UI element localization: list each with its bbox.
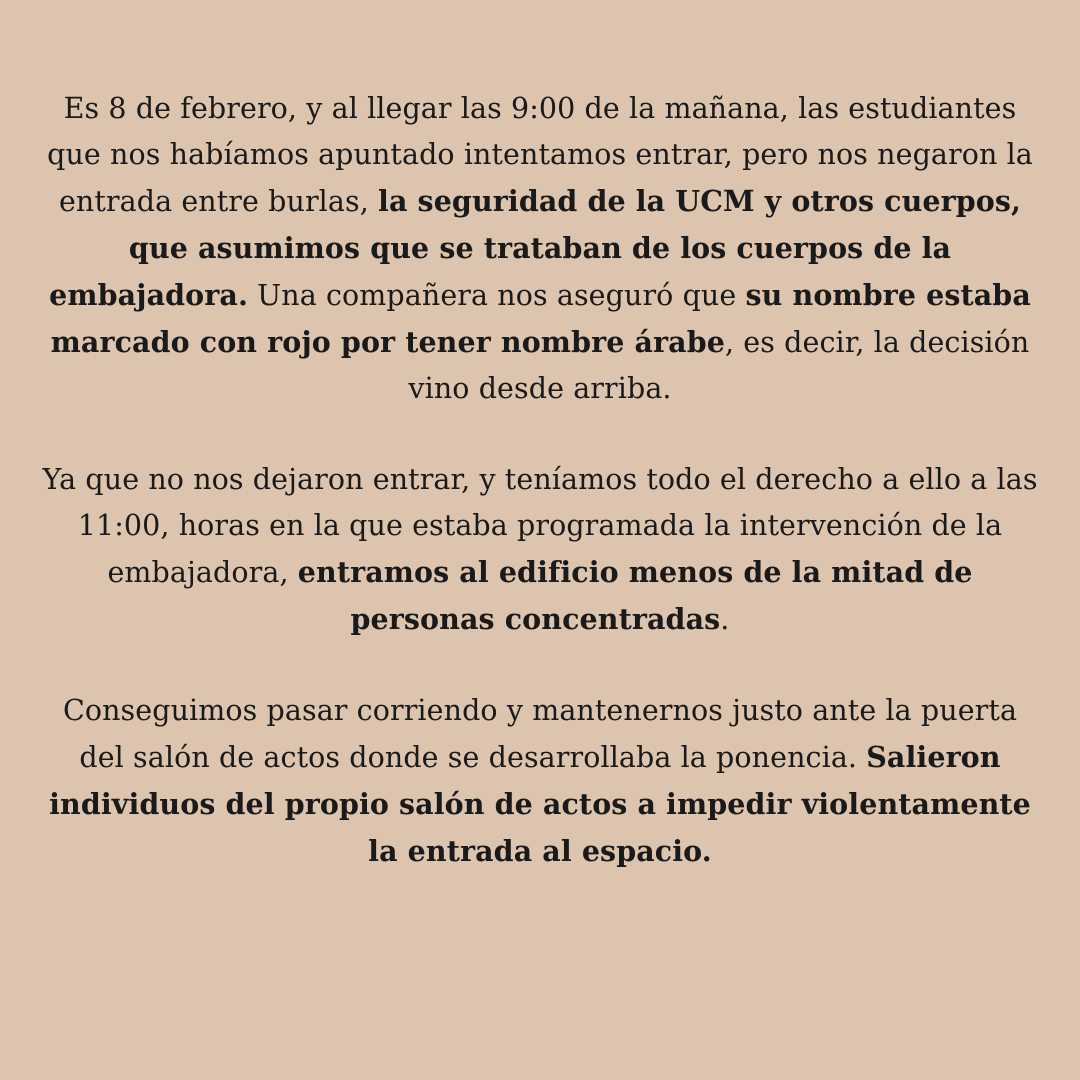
- paragraph-2-segment-1: Ya que no nos dejaron entrar, y teníamos todo el derecho a ello a las 11:00, horas en la que estaba programada la intervención de la embajadora,: [42, 463, 1038, 589]
- paragraph-2: [40, 457, 1040, 643]
- paragraph-2-segment-2-bold: entramos al edificio menos de la mitad de personas concentradas: [297, 555, 973, 636]
- paragraph-3-segment-1: Conseguimos pasar corriendo y mantenernos justo ante la puerta del salón de actos donde se desarrollaba la ponencia.: [62, 694, 1018, 774]
- paragraph-2-segment-3: .: [720, 603, 730, 636]
- paragraph-1-segment-4-bold: su nombre estaba marcado con rojo por tener nombre árabe: [50, 278, 1031, 359]
- paragraph-1: [40, 86, 1040, 412]
- paragraph-1-segment-5: , es decir, la decisión vino desde arriba.: [408, 326, 1030, 405]
- paragraph-1-segment-3: Una compañera nos aseguró que: [248, 279, 746, 312]
- paragraph-3-segment-2-bold: Salieron individuos del propio salón de actos a impedir violentamente la entrada al espacio.: [49, 740, 1031, 868]
- paragraph-1-segment-2-bold: la seguridad de la UCM y otros cuerpos, que asumimos que se trataban de los cuerpos de la embajadora.: [49, 184, 1022, 312]
- paragraph-1-segment-1: Es 8 de febrero, y al llegar las 9:00 de la mañana, las estudiantes que nos habíamos apuntado intentamos entrar, pero nos negaron la entrada entre burlas,: [47, 92, 1033, 218]
- paragraph-3: [40, 688, 1040, 875]
